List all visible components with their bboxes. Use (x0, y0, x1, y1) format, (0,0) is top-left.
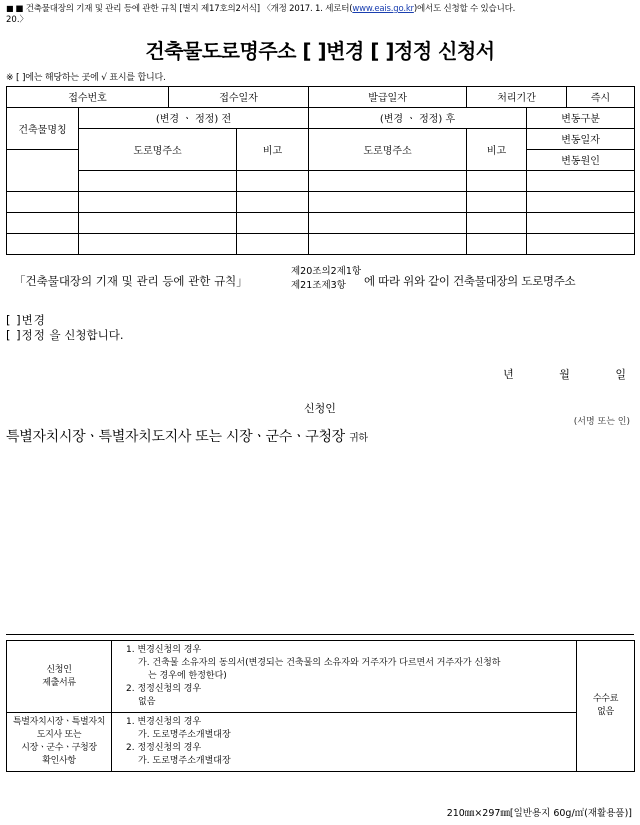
page-title: 건축물도로명주소 [ ]변경 [ ]정정 신청서 (145, 38, 495, 63)
cell-change-info-input[interactable] (527, 233, 635, 254)
cell-receipt-date-label: 접수일자 (169, 86, 309, 107)
cell-receipt-no-label: 접수번호 (7, 86, 169, 107)
cell-official-check-label (7, 713, 112, 772)
cell-before-label: (변경 ㆍ 정정) 전 (79, 107, 309, 128)
checkbox-change[interactable]: [ ]변경 (6, 312, 46, 327)
table-row-headings (7, 107, 635, 128)
paper-size-footer: 210㎜×297㎜[일반용지 60g/㎡(재활용품)] (446, 808, 632, 819)
form-header-note-text: ■ 건축물대장의 기재 및 관리 등에 관한 규칙 [별지 제17호의2서식] 〈개정 2017. 1. 세로터(www.eais.go.kr)에서도 신청할 수 있습니다. (15, 4, 516, 14)
cell-building-name-label: 건축물명칭 (7, 107, 79, 149)
date-row (6, 366, 634, 382)
cell-change-info-input[interactable] (527, 191, 635, 212)
application-option-change[interactable] (6, 313, 634, 329)
official-check-item-2: 2. 정정신청의 경우 (126, 743, 202, 754)
official-check-label-line3: 시장ㆍ군수ㆍ구청장 (21, 743, 97, 754)
cell-building-name-input[interactable] (7, 212, 79, 233)
cell-remark-before-input[interactable] (237, 170, 309, 191)
applicant-docs-label-line1: 신청인 (46, 664, 72, 675)
application-tail-text: 을 신청합니다. (49, 328, 124, 343)
cell-road-address-after-input[interactable] (309, 212, 467, 233)
cell-building-name-input[interactable] (7, 191, 79, 212)
official-check-item-2a: 가. 도로명주소개별대장 (138, 756, 231, 767)
fee-label: 수수료 (592, 694, 619, 705)
table-row-official-check (7, 713, 635, 772)
official-check-label-line4: 확인사항 (42, 756, 76, 767)
statement-tail: 에 따라 위와 같이 건축물대장의 도로명주소 (364, 273, 576, 288)
cell-road-address-before-input[interactable] (79, 233, 237, 254)
cell-change-info-input[interactable] (527, 212, 635, 233)
table-row-receipt (7, 86, 635, 107)
cell-process-period-label: 처리기간 (467, 86, 567, 107)
table-row-entry (7, 233, 635, 254)
cell-road-address-after-input[interactable] (309, 191, 467, 212)
application-option-correction[interactable] (6, 328, 634, 344)
cell-remark-before-input[interactable] (237, 191, 309, 212)
table-row-entry (7, 170, 635, 191)
statement-article-2: 제21조제3항 (291, 279, 346, 291)
cell-road-address-before-input[interactable] (79, 170, 237, 191)
date-year-label: 년 (503, 367, 514, 381)
official-check-label-line1: 특별자치시장ㆍ특별자치 (12, 717, 106, 728)
statement-articles (291, 265, 361, 293)
cell-change-reason-label: 변동원인 (527, 149, 635, 170)
cell-remark-after-input[interactable] (467, 233, 527, 254)
cell-remark-before-input[interactable] (237, 233, 309, 254)
form-header-note-2: 20.〉 (6, 15, 29, 26)
cell-remark-after-label: 비고 (467, 128, 527, 170)
applicant-doc-item-2: 2. 정정신청의 경우 (126, 684, 202, 695)
cell-road-address-after-input[interactable] (309, 170, 467, 191)
official-check-item-1: 1. 변경신청의 경우 (126, 717, 202, 728)
cell-road-address-after-input[interactable] (309, 233, 467, 254)
cell-road-address-before-input[interactable] (79, 212, 237, 233)
eais-link[interactable]: www.eais.go.kr (352, 4, 414, 14)
cell-remark-before-input[interactable] (237, 212, 309, 233)
section-divider (6, 634, 634, 635)
statement-regulation-title: 「건축물대장의 기재 및 관리 등에 관한 규칙」 (14, 273, 248, 288)
table-row-entry (7, 191, 635, 212)
cell-fee (577, 641, 635, 772)
applicant-row (6, 400, 634, 427)
legal-statement (6, 265, 634, 305)
official-check-label-line2: 도지사 또는 (36, 730, 82, 741)
application-options (6, 313, 634, 344)
cell-road-address-before-input[interactable] (79, 191, 237, 212)
cell-applicant-docs-body (112, 641, 577, 713)
form-header-note (6, 4, 634, 15)
statement-article-1: 제20조의2제1항 (291, 265, 362, 277)
cell-remark-before-label: 비고 (237, 128, 309, 170)
recipient-honorific: 귀하 (349, 432, 368, 444)
signature-note: (서명 또는 인) (573, 416, 630, 427)
table-row-entry (7, 212, 635, 233)
checkbox-instruction: ※ [ ]에는 해당하는 곳에 √ 표시를 합니다. (6, 72, 166, 83)
fee-value: 없음 (597, 707, 614, 718)
applicant-doc-item-1: 1. 변경신청의 경우 (126, 645, 202, 655)
cell-road-address-before-label: 도로명주소 (79, 128, 237, 170)
cell-road-address-after-label: 도로명주소 (309, 128, 467, 170)
applicant-docs-label-line2: 제출서류 (42, 677, 76, 688)
recipient-title: 특별자치시장ㆍ특별자치도지사 또는 시장ㆍ군수ㆍ구청장 (6, 428, 345, 445)
applicant-doc-item-1a-cont: 는 경우에 한정한다) (148, 671, 227, 682)
attachments-section (6, 640, 634, 772)
cell-issue-date-label: 발급일자 (309, 86, 467, 107)
applicant-doc-item-1a: 가. 건축물 소유자의 동의서(변경되는 건축물의 소유자와 거주자가 다르면서 거주자가 신청하 (138, 658, 501, 669)
date-month-label: 월 (559, 367, 570, 381)
cell-change-date-label: 변동일자 (527, 128, 635, 149)
cell-building-name-input[interactable] (7, 233, 79, 254)
table-row-applicant-docs (7, 641, 635, 713)
recipient-line (6, 426, 634, 446)
cell-change-info-input[interactable] (527, 170, 635, 191)
main-form-table (6, 86, 635, 255)
checkbox-correction[interactable]: [ ]정정 (6, 328, 46, 343)
applicant-label: 신청인 (304, 401, 336, 415)
applicant-doc-item-2a: 없음 (138, 697, 156, 708)
cell-remark-after-input[interactable] (467, 212, 527, 233)
table-row-subheadings (7, 128, 635, 149)
cell-after-label: (변경 ㆍ 정정) 후 (309, 107, 527, 128)
bullet-icon: ■ (6, 4, 14, 13)
cell-remark-after-input[interactable] (467, 170, 527, 191)
attachments-table (6, 640, 635, 772)
cell-applicant-docs-label (7, 641, 112, 713)
date-day-label: 일 (615, 367, 626, 381)
cell-building-name-input[interactable] (7, 149, 79, 191)
cell-process-period-value: 즉시 (567, 86, 635, 107)
cell-remark-after-input[interactable] (467, 191, 527, 212)
official-check-item-1a: 가. 도로명주소개별대장 (138, 730, 231, 741)
cell-official-check-body (112, 713, 577, 772)
cell-change-type-label: 변동구분 (527, 107, 635, 128)
